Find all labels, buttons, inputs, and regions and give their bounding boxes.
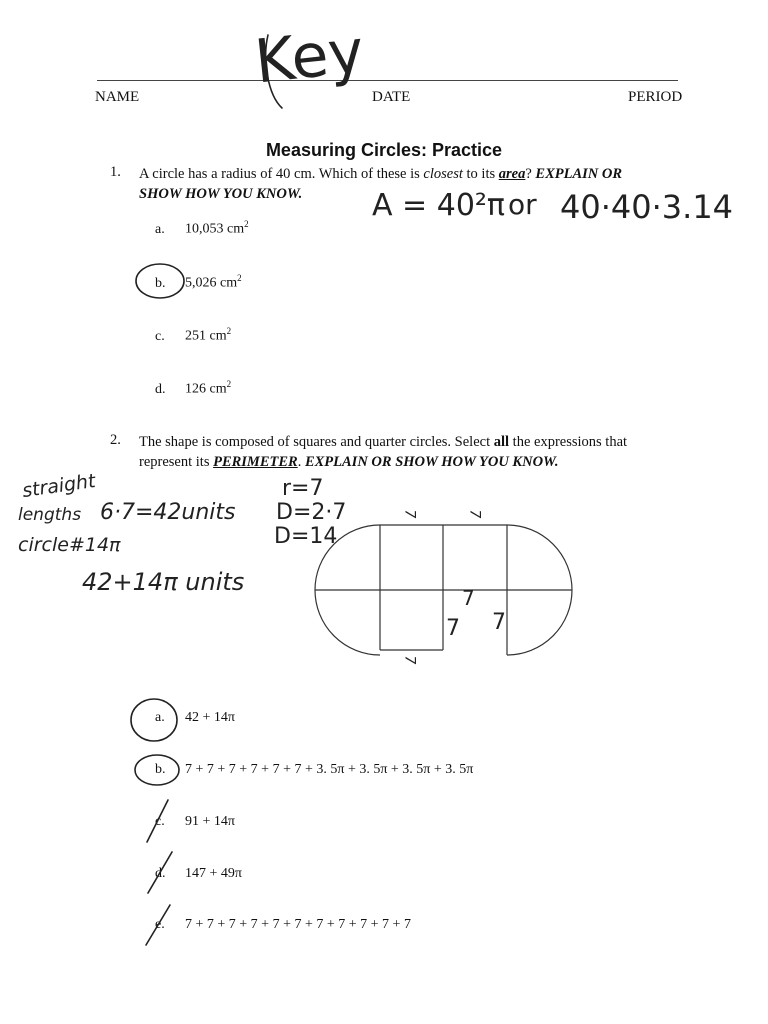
- q1-work-b: 40·40·3.14: [560, 188, 734, 226]
- q1-option-c-value: 251 cm: [185, 328, 227, 344]
- q1-text-line2: SHOW HOW YOU KNOW.: [139, 186, 303, 202]
- q1-text-area: area: [498, 166, 526, 182]
- fig-label-top-right: 7: [466, 509, 483, 519]
- page-title: Measuring Circles: Practice: [265, 140, 503, 160]
- q2-text: [139, 432, 719, 472]
- fig-label-mid-top: 7: [462, 586, 475, 610]
- q1-work-or: or: [508, 188, 537, 221]
- q1-option-a-value: 10,053 cm: [185, 221, 245, 237]
- q1-option-d-exp: 2: [226, 379, 232, 389]
- q2-option-e-label: e.: [155, 917, 165, 932]
- q1-option-a-label: a.: [155, 221, 165, 237]
- q1-text-b: to its: [462, 166, 499, 182]
- q2-option-d[interactable]: [155, 866, 242, 882]
- q1-text-explain: EXPLAIN OR: [535, 166, 623, 182]
- q1-option-a[interactable]: [155, 219, 249, 238]
- q2-option-a-label: a.: [155, 710, 165, 725]
- q2-option-d-label: d.: [155, 866, 166, 881]
- q1-work-a: A = 40²π: [372, 188, 505, 223]
- q2-work-circle: circle#14π: [18, 534, 121, 556]
- fig-label-bottom: 7: [401, 655, 418, 665]
- fig-label-mid-left: 7: [446, 616, 460, 641]
- handwritten-name: Key: [251, 16, 368, 98]
- q1-text-c: ?: [525, 166, 536, 182]
- q2-work-straight: straight: [20, 469, 97, 503]
- name-line: [97, 80, 678, 81]
- right-semicircle: [507, 525, 572, 655]
- q1-option-d-label: d.: [155, 381, 166, 397]
- q1-option-b-exp: 2: [237, 273, 242, 283]
- q1-text-closest: closest: [423, 166, 463, 182]
- q1-option-d-value: 126 cm: [185, 381, 227, 397]
- q2-work-lengths: lengths: [18, 505, 82, 525]
- q2-option-c-value: 91 + 14π: [185, 814, 235, 829]
- q2-text-perimeter: PERIMETER: [213, 454, 298, 470]
- q2-work-total: 42+14π units: [82, 568, 245, 596]
- q2-text-d: .: [297, 454, 305, 470]
- q1-option-d[interactable]: [155, 379, 231, 398]
- q2-option-b[interactable]: [155, 762, 473, 778]
- q2-work-d2: D=14: [274, 524, 338, 549]
- q1-option-c[interactable]: [155, 326, 231, 345]
- q2-option-a[interactable]: [155, 710, 235, 726]
- q2-work-r: r=7: [282, 476, 324, 501]
- q2-text-c: represent its: [139, 454, 214, 470]
- q1-number: 1.: [110, 164, 121, 180]
- q2-text-all: all: [493, 434, 510, 450]
- q1-option-b-value: 5,026 cm: [185, 275, 238, 291]
- date-label: DATE: [372, 89, 411, 105]
- q1-option-a-exp: 2: [244, 219, 249, 229]
- q1-option-c-label: c.: [155, 328, 165, 344]
- q2-option-a-value: 42 + 14π: [185, 710, 235, 725]
- fig-label-mid-right: 7: [492, 610, 506, 635]
- q1-option-c-exp: 2: [226, 326, 232, 336]
- q1-text-a: A circle has a radius of 40 cm. Which of these is: [139, 166, 424, 182]
- q2-text-explain: EXPLAIN OR SHOW HOW YOU KNOW.: [304, 454, 559, 470]
- q2-work-calc: 6·7=42units: [100, 500, 236, 525]
- fig-label-top-left: 7: [401, 509, 418, 519]
- q2-work-d1: D=2·7: [276, 500, 347, 525]
- name-label: NAME: [95, 89, 140, 105]
- period-label: PERIOD: [628, 89, 683, 105]
- q2-option-c-label: c.: [155, 814, 165, 829]
- q2-option-c[interactable]: [155, 814, 235, 830]
- q2-option-e-value: 7 + 7 + 7 + 7 + 7 + 7 + 7 + 7 + 7 + 7 + 7: [185, 917, 411, 932]
- q2-option-b-label: b.: [155, 762, 166, 777]
- q2-text-b: the expressions that: [509, 434, 628, 450]
- q2-option-b-value: 7 + 7 + 7 + 7 + 7 + 7 + 3. 5π + 3. 5π + 3. 5π + 3. 5π: [185, 762, 474, 777]
- q2-text-a: The shape is composed of squares and quarter circles. Select: [139, 434, 494, 450]
- q2-option-e[interactable]: [155, 917, 411, 933]
- q1-option-b-label: b.: [155, 275, 166, 291]
- q2-number: 2.: [110, 432, 121, 448]
- q2-option-d-value: 147 + 49π: [185, 866, 242, 881]
- q1-option-b[interactable]: [155, 273, 242, 292]
